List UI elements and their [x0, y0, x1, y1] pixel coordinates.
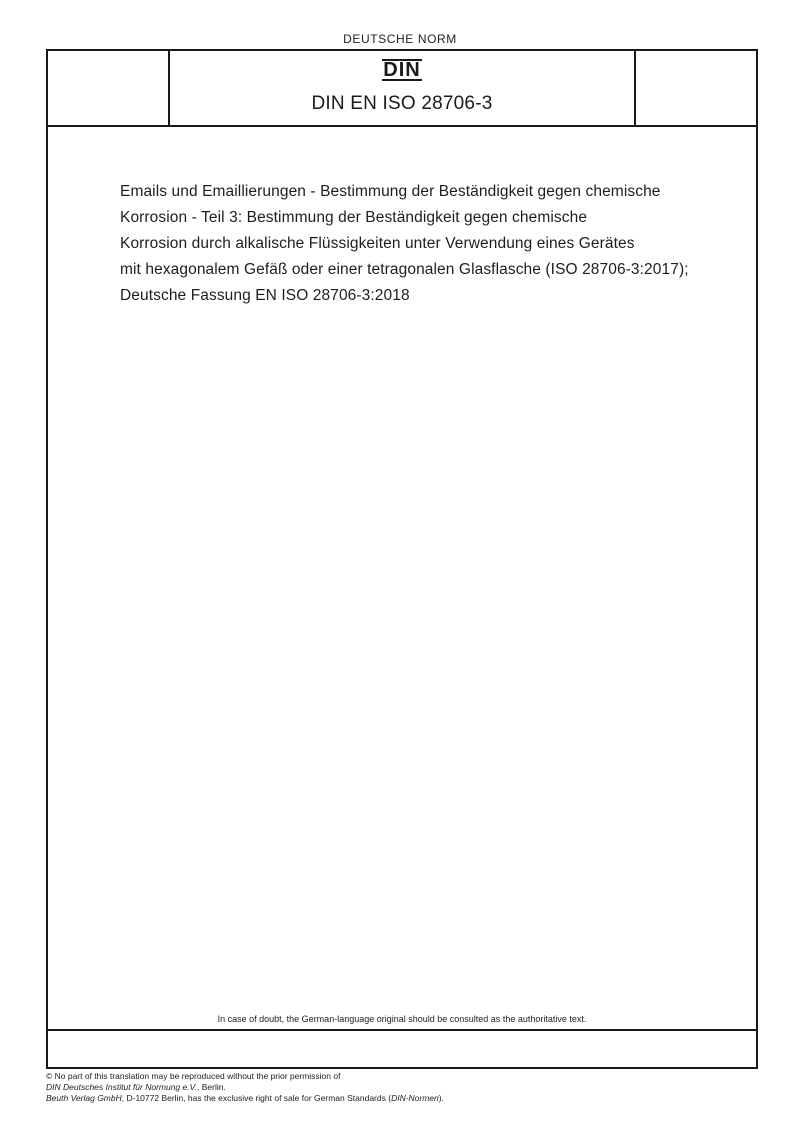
document-frame	[46, 49, 758, 1069]
document-title	[120, 179, 720, 309]
title-line: Korrosion durch alkalische Flüssigkeiten unter Verwendung eines Gerätes	[120, 235, 635, 252]
copyright-footer	[46, 1071, 756, 1104]
copyright-line-3-end: ).	[438, 1093, 444, 1103]
footer-row	[48, 1029, 756, 1069]
din-logo-text: DIN	[383, 59, 421, 81]
copyright-line-2-rest: , Berlin.	[197, 1082, 226, 1092]
document-number: DIN EN ISO 28706-3	[311, 93, 493, 114]
copyright-line-3-mid: , D-10772 Berlin, has the exclusive right of sale for German Standards (	[121, 1093, 392, 1103]
din-logo	[170, 59, 634, 81]
copyright-line-1: © No part of this translation may be reproduced without the prior permission of	[46, 1071, 341, 1081]
title-line: Deutsche Fassung EN ISO 28706-3:2018	[120, 287, 410, 304]
authoritative-text-note: In case of doubt, the German-language original should be consulted as the authoritative text.	[217, 1014, 587, 1024]
title-line: mit hexagonalem Gefäß oder einer tetragonalen Glasflasche (ISO 28706-3:2017);	[120, 261, 689, 278]
header-row	[48, 51, 756, 127]
header-right-cell	[634, 51, 756, 125]
header-center-cell	[170, 51, 634, 125]
copyright-line-2	[46, 1082, 756, 1093]
copyright-line-3	[46, 1093, 756, 1104]
title-line: Emails und Emaillierungen - Bestimmung der Beständigkeit gegen chemische	[120, 183, 661, 200]
norm-label: DEUTSCHE NORM	[343, 32, 457, 46]
title-line: Korrosion - Teil 3: Bestimmung der Beständigkeit gegen chemische	[120, 209, 588, 226]
header-left-cell	[48, 51, 170, 125]
din-normen-term: DIN-Normen	[391, 1093, 439, 1103]
din-institute-name: DIN Deutsches Institut für Normung e.V.	[46, 1082, 198, 1092]
publisher-name: Beuth Verlag GmbH	[46, 1093, 122, 1103]
